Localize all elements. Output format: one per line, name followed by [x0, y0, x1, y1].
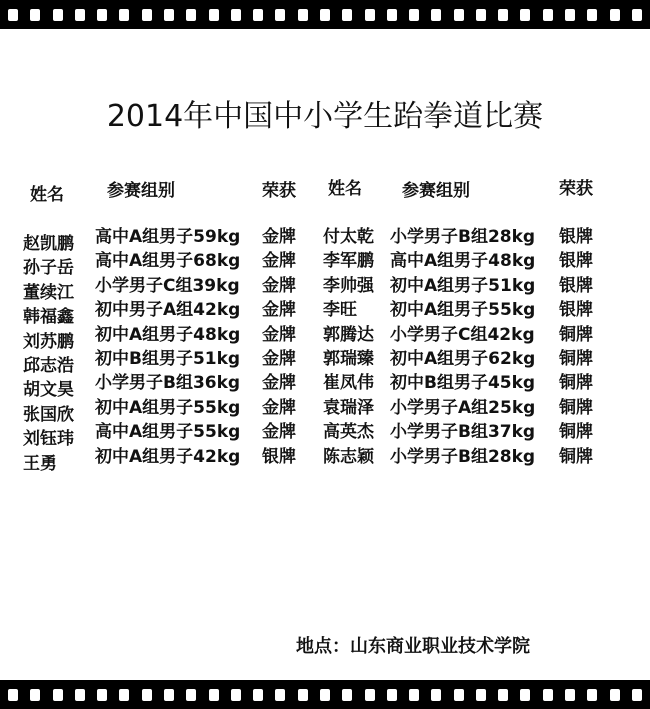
athlete-name: 付太乾 — [323, 227, 374, 247]
film-hole — [520, 689, 530, 701]
left-header-group: 参赛组别 — [107, 181, 175, 201]
competition-group: 高中A组男子55kg — [95, 422, 241, 443]
medal: 金牌 — [262, 251, 296, 272]
film-hole — [75, 689, 85, 701]
right-header-name: 姓名 — [328, 179, 362, 199]
medal: 银牌 — [559, 300, 593, 321]
film-hole — [142, 689, 152, 701]
film-hole — [565, 9, 575, 21]
athlete-name: 胡文昊 — [23, 380, 74, 401]
competition-group: 高中A组男子59kg — [95, 227, 241, 247]
film-hole — [520, 9, 530, 21]
medal: 金牌 — [262, 422, 296, 443]
competition-group: 小学男子B组37kg — [390, 422, 536, 443]
film-hole — [253, 689, 263, 701]
athlete-name: 张国欣 — [23, 404, 74, 425]
medal: 金牌 — [262, 324, 296, 345]
film-hole — [8, 9, 18, 21]
right-header-award: 荣获 — [559, 179, 593, 199]
medal: 银牌 — [559, 227, 593, 247]
film-hole — [186, 9, 196, 21]
film-hole — [298, 689, 308, 701]
film-hole — [164, 689, 174, 701]
film-hole — [231, 9, 241, 21]
page-title: 2014年中国中小学生跆拳道比赛 — [106, 99, 544, 134]
medal: 铜牌 — [559, 397, 593, 418]
athlete-name: 刘钰玮 — [23, 429, 74, 450]
film-hole — [387, 9, 397, 21]
film-strip-bottom — [0, 680, 650, 709]
left-header-name: 姓名 — [30, 185, 64, 205]
poster — [0, 29, 650, 680]
competition-group: 小学男子C组39kg — [95, 275, 240, 296]
competition-group: 初中A组男子48kg — [95, 324, 241, 345]
competition-group: 高中A组男子48kg — [390, 251, 536, 272]
competition-group: 初中B组男子51kg — [95, 348, 241, 369]
film-hole — [231, 689, 241, 701]
film-hole — [587, 9, 597, 21]
left-header-award: 荣获 — [262, 181, 296, 201]
film-hole — [610, 9, 620, 21]
film-hole — [365, 9, 375, 21]
competition-group: 高中A组男子68kg — [95, 251, 241, 272]
competition-group: 小学男子B组28kg — [390, 227, 536, 247]
film-hole — [97, 9, 107, 21]
film-hole — [431, 9, 441, 21]
film-hole — [53, 689, 63, 701]
medal: 铜牌 — [559, 422, 593, 443]
film-hole — [30, 689, 40, 701]
film-hole — [431, 689, 441, 701]
athlete-name: 高英杰 — [323, 422, 374, 443]
left-group-column — [95, 225, 240, 469]
medal: 银牌 — [559, 275, 593, 296]
film-hole — [320, 689, 330, 701]
competition-group: 初中A组男子55kg — [95, 397, 241, 418]
film-hole — [610, 689, 620, 701]
athlete-name: 李旺 — [323, 300, 357, 321]
film-hole — [498, 689, 508, 701]
film-strip-top — [0, 0, 650, 29]
competition-group: 小学男子A组25kg — [390, 397, 536, 418]
film-hole — [119, 9, 129, 21]
film-hole — [164, 9, 174, 21]
venue-footer: 地点：山东商业职业技术学院 — [296, 636, 530, 657]
film-hole — [209, 9, 219, 21]
medal: 铜牌 — [559, 373, 593, 394]
medal: 银牌 — [559, 251, 593, 272]
medal: 金牌 — [262, 348, 296, 369]
athlete-name: 赵凯鹏 — [23, 234, 74, 254]
athlete-name: 李军鹏 — [323, 251, 374, 272]
film-hole — [119, 689, 129, 701]
right-award-column — [559, 225, 593, 469]
film-hole — [342, 9, 352, 21]
right-header-group: 参赛组别 — [402, 181, 470, 201]
film-hole — [209, 689, 219, 701]
medal: 铜牌 — [559, 446, 593, 467]
medal: 金牌 — [262, 227, 296, 247]
competition-group: 小学男子C组42kg — [390, 324, 535, 345]
film-hole — [365, 689, 375, 701]
competition-group: 初中A组男子55kg — [390, 300, 536, 321]
film-hole — [543, 9, 553, 21]
competition-group: 初中A组男子42kg — [95, 446, 241, 467]
film-hole — [387, 689, 397, 701]
athlete-name: 郭瑞臻 — [323, 348, 374, 369]
film-hole — [75, 9, 85, 21]
athlete-name: 李帅强 — [323, 275, 374, 296]
film-hole — [275, 9, 285, 21]
right-group-column — [390, 225, 535, 469]
film-hole — [320, 9, 330, 21]
competition-group: 初中A组男子51kg — [390, 275, 536, 296]
film-hole — [142, 9, 152, 21]
film-hole — [632, 9, 642, 21]
athlete-name: 孙子岳 — [23, 258, 74, 279]
competition-group: 小学男子B组28kg — [390, 446, 536, 467]
film-hole — [587, 689, 597, 701]
film-hole — [53, 9, 63, 21]
film-hole — [632, 689, 642, 701]
athlete-name: 王勇 — [23, 453, 57, 474]
athlete-name: 崔凤伟 — [323, 373, 374, 394]
medal: 铜牌 — [559, 348, 593, 369]
film-hole — [476, 9, 486, 21]
athlete-name: 郭腾达 — [323, 324, 374, 345]
film-hole — [409, 689, 419, 701]
film-hole — [298, 9, 308, 21]
left-award-column — [262, 225, 296, 469]
medal: 金牌 — [262, 373, 296, 394]
competition-group: 初中男子A组42kg — [95, 300, 241, 321]
competition-group: 初中A组男子62kg — [390, 348, 536, 369]
left-name-column — [23, 232, 74, 476]
athlete-name: 陈志颖 — [323, 446, 374, 467]
competition-group: 初中B组男子45kg — [390, 373, 536, 394]
film-hole — [253, 9, 263, 21]
athlete-name: 袁瑞泽 — [323, 397, 374, 418]
film-hole — [186, 689, 196, 701]
film-hole — [454, 689, 464, 701]
athlete-name: 刘苏鹏 — [23, 331, 74, 352]
medal: 金牌 — [262, 300, 296, 321]
film-hole — [454, 9, 464, 21]
film-hole — [275, 689, 285, 701]
film-hole — [498, 9, 508, 21]
medal: 铜牌 — [559, 324, 593, 345]
film-hole — [97, 689, 107, 701]
medal: 银牌 — [262, 446, 296, 467]
medal: 金牌 — [262, 275, 296, 296]
film-hole — [476, 689, 486, 701]
medal: 金牌 — [262, 397, 296, 418]
competition-group: 小学男子B组36kg — [95, 373, 241, 394]
athlete-name: 董续江 — [23, 282, 74, 303]
film-hole — [565, 689, 575, 701]
right-name-column — [323, 225, 374, 469]
film-hole — [342, 689, 352, 701]
film-hole — [30, 9, 40, 21]
film-hole — [409, 9, 419, 21]
athlete-name: 韩福鑫 — [23, 307, 74, 328]
athlete-name: 邱志浩 — [23, 355, 74, 376]
film-hole — [8, 689, 18, 701]
film-hole — [543, 689, 553, 701]
